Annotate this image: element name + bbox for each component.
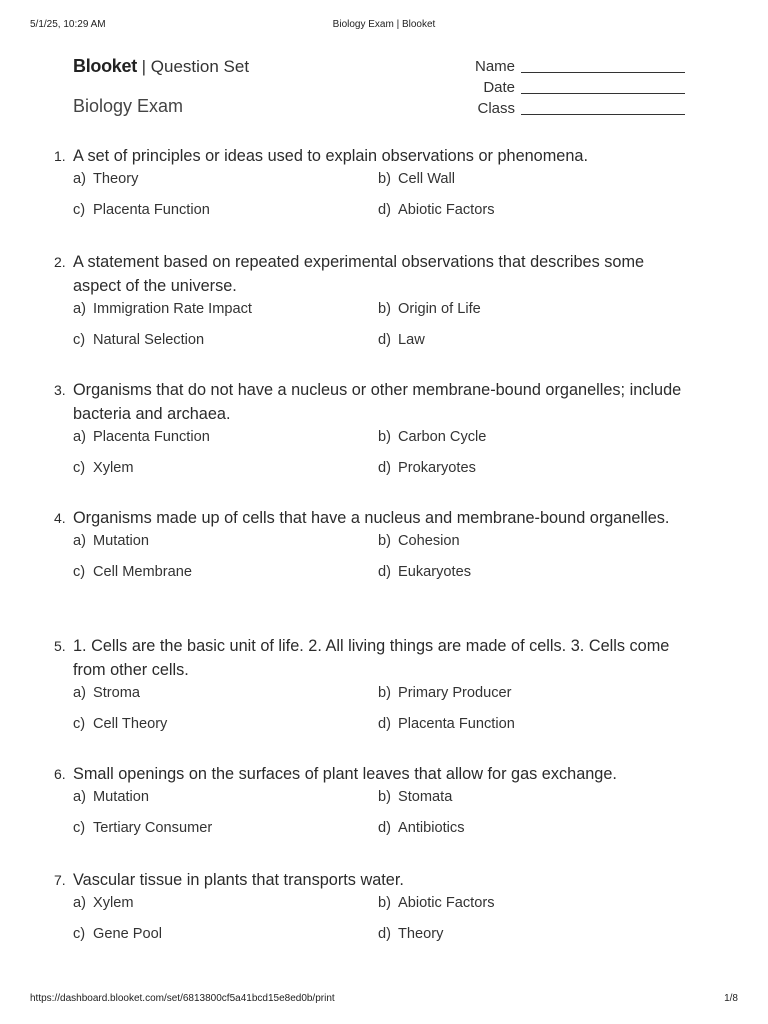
question-text <box>46 144 696 168</box>
print-datetime: 5/1/25, 10:29 AM <box>30 19 106 30</box>
question-set-label: Question Set <box>150 57 250 76</box>
option-text: Law <box>398 332 425 348</box>
option-text: Prokaryotes <box>398 460 476 476</box>
option-letter: d) <box>378 820 391 836</box>
option-text: Cell Wall <box>398 171 456 187</box>
option-letter: c) <box>73 202 86 218</box>
question-number: 4. <box>54 510 66 526</box>
option-letter: d) <box>378 202 391 218</box>
question-prompt: 1. Cells are the basic unit of life. 2. All living things are made of cells. 3. Cells come from other cells. <box>73 637 670 679</box>
print-page-title: Biology Exam | Blooket <box>332 19 436 30</box>
option-letter: a) <box>73 301 86 317</box>
question-1 <box>46 144 696 250</box>
option-b <box>378 895 495 911</box>
option-letter: a) <box>73 533 86 549</box>
page-number: 1/8 <box>724 993 738 1004</box>
answer-options <box>46 685 696 747</box>
option-text: Mutation <box>93 533 149 549</box>
option-text: Carbon Cycle <box>398 429 487 445</box>
page-url: https://dashboard.blooket.com/set/6813800cf5a41bcd15e8ed0b/print <box>30 993 335 1004</box>
option-letter: d) <box>378 332 391 348</box>
class-label: Class <box>477 100 515 117</box>
option-text: Xylem <box>93 460 134 476</box>
option-text: Placenta Function <box>93 429 210 445</box>
question-text <box>46 250 696 298</box>
option-letter: d) <box>378 926 391 942</box>
option-c <box>73 564 192 580</box>
option-text: Origin of Life <box>398 301 481 317</box>
answer-options <box>46 789 696 851</box>
option-letter: c) <box>73 926 86 942</box>
question-2 <box>46 250 696 378</box>
option-d <box>378 460 476 476</box>
option-text: Abiotic Factors <box>398 895 495 911</box>
question-prompt: A statement based on repeated experimental observations that describes some aspect of the universe. <box>73 253 645 295</box>
question-prompt: A set of principles or ideas used to explain observations or phenomena. <box>73 147 588 165</box>
option-c <box>73 202 210 218</box>
option-b <box>378 301 481 317</box>
option-letter: b) <box>378 429 391 445</box>
answer-options <box>46 533 696 595</box>
option-d <box>378 926 443 942</box>
print-footer <box>30 993 738 1007</box>
question-5 <box>46 634 696 762</box>
blooket-logo: Blooket <box>73 56 137 76</box>
option-letter: a) <box>73 685 86 701</box>
question-prompt: Vascular tissue in plants that transports water. <box>73 871 404 889</box>
option-c <box>73 332 204 348</box>
option-b <box>378 429 486 445</box>
option-letter: c) <box>73 332 86 348</box>
option-letter: c) <box>73 564 86 580</box>
question-7 <box>46 868 696 968</box>
option-b <box>378 789 452 805</box>
question-prompt: Organisms that do not have a nucleus or other membrane-bound organelles; include bacteria and archaea. <box>73 381 682 423</box>
option-d <box>378 716 515 732</box>
answer-options <box>46 301 696 363</box>
option-text: Cell Membrane <box>93 564 192 580</box>
question-6 <box>46 762 696 868</box>
option-letter: d) <box>378 564 391 580</box>
option-c <box>73 926 162 942</box>
option-letter: b) <box>378 789 391 805</box>
question-text <box>46 378 696 426</box>
option-d <box>378 820 465 836</box>
date-label: Date <box>483 79 515 96</box>
question-4 <box>46 506 696 634</box>
option-text: Placenta Function <box>93 202 210 218</box>
option-letter: a) <box>73 171 86 187</box>
option-c <box>73 716 167 732</box>
option-letter: b) <box>378 171 391 187</box>
option-d <box>378 202 495 218</box>
option-a <box>73 429 210 445</box>
option-a <box>73 301 252 317</box>
option-b <box>378 171 455 187</box>
option-text: Immigration Rate Impact <box>93 301 252 317</box>
question-text <box>46 506 696 530</box>
question-number: 2. <box>54 254 66 270</box>
document-header <box>73 56 693 126</box>
date-field <box>473 79 685 100</box>
student-info-fields <box>473 58 685 121</box>
option-text: Natural Selection <box>93 332 205 348</box>
option-letter: a) <box>73 895 86 911</box>
option-c <box>73 820 212 836</box>
option-text: Antibiotics <box>398 820 465 836</box>
date-blank-line <box>521 93 685 94</box>
question-3 <box>46 378 696 506</box>
option-letter: d) <box>378 460 391 476</box>
option-text: Xylem <box>93 895 134 911</box>
name-blank-line <box>521 72 685 73</box>
name-label: Name <box>474 58 515 75</box>
option-a <box>73 685 140 701</box>
option-a <box>73 789 149 805</box>
option-text: Stroma <box>93 685 141 701</box>
option-d <box>378 564 471 580</box>
option-a <box>73 895 134 911</box>
option-d <box>378 332 425 348</box>
brand-separator: | <box>141 57 147 76</box>
option-text: Gene Pool <box>93 926 162 942</box>
answer-options <box>46 895 696 957</box>
option-text: Theory <box>93 171 139 187</box>
question-number: 6. <box>54 766 66 782</box>
answer-options <box>46 171 696 233</box>
option-a <box>73 171 138 187</box>
brand-line <box>73 56 249 77</box>
option-letter: c) <box>73 460 86 476</box>
option-text: Abiotic Factors <box>398 202 495 218</box>
class-field <box>473 100 685 121</box>
option-text: Placenta Function <box>398 716 515 732</box>
question-number: 1. <box>54 148 66 164</box>
question-number: 3. <box>54 382 66 398</box>
option-text: Primary Producer <box>398 685 512 701</box>
option-text: Mutation <box>93 789 149 805</box>
option-b <box>378 685 512 701</box>
option-letter: d) <box>378 716 391 732</box>
option-letter: c) <box>73 820 86 836</box>
question-number: 7. <box>54 872 66 888</box>
option-letter: b) <box>378 685 391 701</box>
question-number: 5. <box>54 638 66 654</box>
option-letter: b) <box>378 533 391 549</box>
option-letter: c) <box>73 716 86 732</box>
question-prompt: Small openings on the surfaces of plant leaves that allow for gas exchange. <box>73 765 617 783</box>
option-c <box>73 460 134 476</box>
option-b <box>378 533 460 549</box>
option-letter: a) <box>73 429 86 445</box>
question-text <box>46 762 696 786</box>
option-letter: b) <box>378 895 391 911</box>
print-header <box>30 19 738 33</box>
option-letter: a) <box>73 789 86 805</box>
option-letter: b) <box>378 301 391 317</box>
option-text: Theory <box>398 926 444 942</box>
question-list <box>46 144 696 968</box>
class-blank-line <box>521 114 685 115</box>
option-text: Tertiary Consumer <box>93 820 213 836</box>
option-text: Cell Theory <box>93 716 168 732</box>
option-text: Eukaryotes <box>398 564 472 580</box>
exam-title: Biology Exam <box>73 96 184 116</box>
question-text <box>46 868 696 892</box>
answer-options <box>46 429 696 491</box>
option-text: Cohesion <box>398 533 460 549</box>
question-text <box>46 634 696 682</box>
name-field <box>473 58 685 79</box>
question-prompt: Organisms made up of cells that have a nucleus and membrane-bound organelles. <box>73 509 670 527</box>
option-a <box>73 533 149 549</box>
option-text: Stomata <box>398 789 453 805</box>
